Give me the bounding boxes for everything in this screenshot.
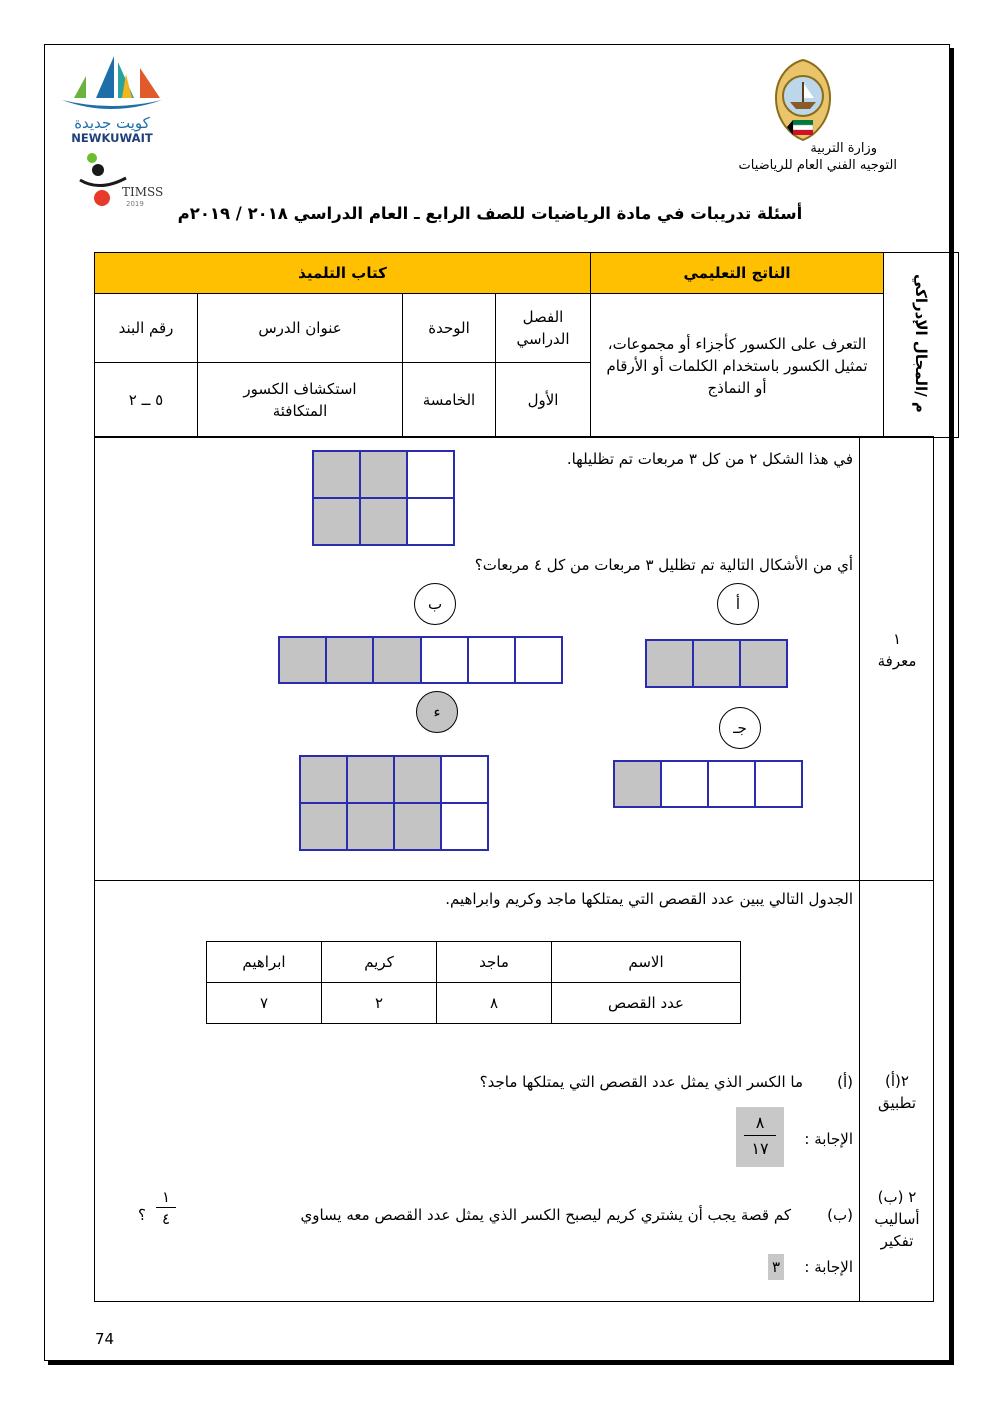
new-kuwait-arabic: كويت جديدة <box>74 114 150 132</box>
lesson-col-header: عنوان الدرس <box>198 294 403 363</box>
q2b-question: كم قصة يجب أن يشتري كريم ليصبح الكسر الذي يمثل عدد القصص معه يساوي <box>300 1206 791 1224</box>
q1-intro: في هذا الشكل ٢ من كل ٣ مربعات تم تظليلها. <box>566 450 853 468</box>
q2b-answer-value: ٣ <box>768 1254 784 1280</box>
stories-header-ibrahim: ابراهيم <box>207 942 322 983</box>
grid-cell-shaded <box>300 803 347 850</box>
grid-cell-empty <box>441 756 488 803</box>
q2b-fraction-numerator: ١ <box>156 1187 176 1208</box>
q1-number: ١ <box>892 630 902 648</box>
q2b-answer-label: الإجابة : <box>804 1258 853 1276</box>
q2a-domain-cell <box>860 1070 934 1114</box>
q2a-answer-denominator: ١٧ <box>751 1139 769 1158</box>
option-d-label: ء <box>416 691 458 733</box>
semester-value: الأول <box>496 363 591 438</box>
timss-logo <box>76 150 172 210</box>
learning-outcome-text: التعرف على الكسور كأجزاء أو مجموعات، تمثيل الكسور باستخدام الكلمات أو الأرقام أو النماذج <box>591 294 884 438</box>
stories-header-karim: كريم <box>322 942 437 983</box>
learning-outcome-header: الناتج التعليمي <box>591 253 884 294</box>
cognitive-domain-header-cell <box>884 253 959 438</box>
grid-cell-shaded <box>740 640 787 687</box>
item-col-header: رقم البند <box>95 294 198 363</box>
stories-value-majed: ٨ <box>437 983 552 1024</box>
cognitive-domain-header: م /المجال الإدراكي <box>912 273 930 413</box>
q2a-answer-label: الإجابة : <box>804 1130 853 1148</box>
q2a-question: ما الكسر الذي يمثل عدد القصص التي يمتلكها ماجد؟ <box>479 1073 803 1091</box>
grid-cell-empty <box>661 761 708 807</box>
grid-cell-empty <box>708 761 755 807</box>
option-b-shape[interactable] <box>278 636 563 684</box>
grid-cell-shaded <box>394 756 441 803</box>
page-title: أسئلة تدريبات في مادة الرياضيات للصف الرابع ـ العام الدراسي ٢٠١٨ / ٢٠١٩م <box>177 204 803 223</box>
grid-cell-shaded <box>646 640 693 687</box>
stories-value-ibrahim: ٧ <box>207 983 322 1024</box>
stories-header-name: الاسم <box>552 942 741 983</box>
q2b-label: (ب) <box>827 1206 853 1224</box>
grid-cell-shaded <box>347 756 394 803</box>
grid-cell-empty <box>407 451 454 498</box>
q1-domain-cell <box>860 628 934 672</box>
q1-domain: معرفة <box>877 652 917 670</box>
grid-cell-shaded <box>313 498 360 545</box>
grid-cell-shaded <box>360 498 407 545</box>
ministry-name: وزارة التربية <box>810 141 877 156</box>
timss-year: 2019 <box>126 200 144 208</box>
option-a-label: أ <box>717 583 759 625</box>
new-kuwait-english: NEWKUWAIT <box>71 131 153 145</box>
grid-cell-shaded <box>394 803 441 850</box>
grid-cell-shaded <box>614 761 661 807</box>
q2a-label: (أ) <box>837 1073 853 1091</box>
new-kuwait-logo <box>56 54 168 150</box>
q1-example-grid <box>312 450 455 546</box>
grid-cell-empty <box>441 803 488 850</box>
grid-cell-empty <box>515 637 562 683</box>
q2a-answer-numerator: ٨ <box>744 1111 776 1136</box>
q2b-fraction-denominator: ٤ <box>161 1210 171 1228</box>
lesson-value: استكشاف الكسور المتكافئة <box>198 363 403 438</box>
semester-col-header: الفصل الدراسي <box>496 294 591 363</box>
kuwait-emblem <box>760 54 846 144</box>
grid-cell-shaded <box>313 451 360 498</box>
grid-cell-shaded <box>347 803 394 850</box>
q2-intro: الجدول التالي يبين عدد القصص التي يمتلكها ماجد وكريم وابراهيم. <box>445 890 853 908</box>
grid-cell-shaded <box>693 640 740 687</box>
option-d-shape[interactable] <box>299 755 489 851</box>
domain-column-divider <box>859 436 860 1302</box>
q2b-question-mark: ؟ <box>138 1206 146 1224</box>
q2a-domain: تطبيق <box>877 1094 917 1112</box>
grid-cell-empty <box>468 637 515 683</box>
grid-cell-empty <box>755 761 802 807</box>
page-number: 74 <box>95 1330 115 1348</box>
q2b-domain-cell <box>860 1186 934 1252</box>
grid-cell-shaded <box>373 637 420 683</box>
q2b-number: ٢ (ب) <box>877 1188 917 1206</box>
grid-cell-shaded <box>360 451 407 498</box>
stories-header-majed: ماجد <box>437 942 552 983</box>
q2a-answer-fraction <box>736 1107 784 1167</box>
option-c-shape[interactable] <box>613 760 803 808</box>
item-value: ٥ ــ ٢ <box>95 363 198 438</box>
q2b-fraction <box>156 1187 176 1230</box>
grid-cell-shaded <box>300 756 347 803</box>
q1-question: أي من الأشكال التالية تم تظليل ٣ مربعات من كل ٤ مربعات؟ <box>474 556 853 574</box>
stories-row-label: عدد القصص <box>552 983 741 1024</box>
ministry-header <box>597 140 897 174</box>
grid-cell-shaded <box>279 637 326 683</box>
department-name: التوجيه الفني العام للرياضيات <box>738 158 897 173</box>
option-c-label: جـ <box>719 707 761 749</box>
grid-cell-empty <box>421 637 468 683</box>
stories-table <box>206 941 741 1024</box>
timss-label: TIMSS <box>122 185 164 199</box>
q2b-domain: أساليب تفكير <box>874 1210 920 1250</box>
stories-value-karim: ٢ <box>322 983 437 1024</box>
question-divider <box>94 880 934 881</box>
info-table <box>94 252 959 438</box>
grid-cell-shaded <box>326 637 373 683</box>
option-b-label: ب <box>414 583 456 625</box>
grid-cell-empty <box>407 498 454 545</box>
q2a-number: ٢(أ) <box>885 1072 909 1090</box>
unit-col-header: الوحدة <box>403 294 496 363</box>
option-a-shape[interactable] <box>645 639 788 688</box>
unit-value: الخامسة <box>403 363 496 438</box>
student-book-header: كتاب التلميذ <box>95 253 591 294</box>
